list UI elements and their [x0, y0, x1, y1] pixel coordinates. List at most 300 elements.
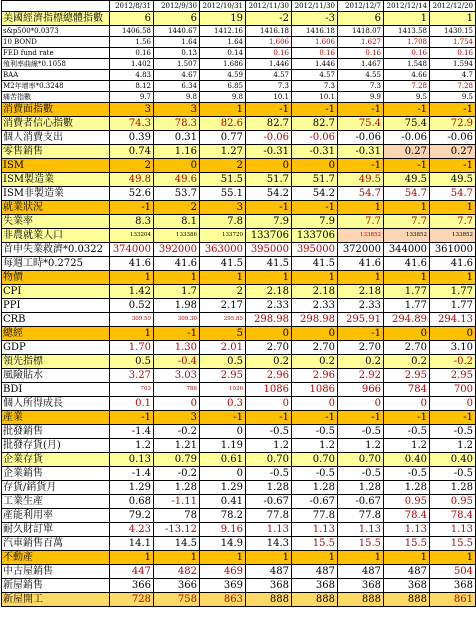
- value-cell[interactable]: 53.7: [154, 187, 200, 201]
- value-cell[interactable]: -1: [110, 411, 154, 425]
- indicator-label-cell[interactable]: 領先指標: [2, 355, 110, 369]
- value-cell[interactable]: 0: [338, 397, 384, 411]
- value-cell[interactable]: 369: [200, 579, 246, 593]
- value-cell[interactable]: 1.77: [384, 299, 430, 313]
- indicator-label-cell[interactable]: PPI: [2, 299, 110, 313]
- value-cell[interactable]: -1: [246, 201, 292, 215]
- value-cell[interactable]: 6.85: [200, 81, 246, 92]
- value-cell[interactable]: 1.402: [110, 59, 154, 70]
- value-cell[interactable]: 1: [110, 271, 154, 285]
- date-header-cell[interactable]: 2012/9/30: [154, 1, 200, 12]
- value-cell[interactable]: 1.606: [292, 37, 338, 48]
- value-cell[interactable]: 2: [200, 159, 246, 173]
- value-cell[interactable]: 0.79: [154, 453, 200, 467]
- value-cell[interactable]: 487: [246, 565, 292, 579]
- value-cell[interactable]: 4.7: [430, 70, 476, 81]
- value-cell[interactable]: -1: [200, 411, 246, 425]
- value-cell[interactable]: -1.4: [110, 425, 154, 439]
- indicator-label-cell[interactable]: 消費者信心指數: [2, 117, 110, 131]
- value-cell[interactable]: 6: [110, 12, 154, 26]
- value-cell[interactable]: 3.03: [154, 369, 200, 383]
- value-cell[interactable]: 1.754: [430, 37, 476, 48]
- value-cell[interactable]: 9.9: [338, 92, 384, 103]
- value-cell[interactable]: 0.16: [110, 48, 154, 59]
- value-cell[interactable]: -0.5: [246, 467, 292, 481]
- value-cell[interactable]: 1: [384, 551, 430, 565]
- value-cell[interactable]: 1.19: [200, 439, 246, 453]
- value-cell[interactable]: 0: [246, 397, 292, 411]
- value-cell[interactable]: 392000: [154, 243, 200, 257]
- value-cell[interactable]: 1: [246, 551, 292, 565]
- value-cell[interactable]: -1: [430, 159, 476, 173]
- value-cell[interactable]: 1.7: [154, 285, 200, 299]
- value-cell[interactable]: 1416.18: [246, 26, 292, 37]
- value-cell[interactable]: 504: [430, 565, 476, 579]
- value-cell[interactable]: 395000: [292, 243, 338, 257]
- value-cell[interactable]: 1: [110, 327, 154, 341]
- indicator-label-cell[interactable]: M2年增率*0.3248: [2, 81, 110, 92]
- value-cell[interactable]: 15.5: [292, 537, 338, 551]
- date-header-cell[interactable]: 2012/12/20: [430, 1, 476, 12]
- value-cell[interactable]: 8.3: [110, 215, 154, 229]
- indicator-label-cell[interactable]: 失業率: [2, 215, 110, 229]
- value-cell[interactable]: 0.16: [246, 48, 292, 59]
- value-cell[interactable]: 1.2: [384, 439, 430, 453]
- value-cell[interactable]: 361000: [430, 243, 476, 257]
- indicator-label-cell[interactable]: 新屋開工: [2, 593, 110, 607]
- value-cell[interactable]: 7.3: [246, 81, 292, 92]
- value-cell[interactable]: 366: [154, 579, 200, 593]
- value-cell[interactable]: 1.56: [110, 37, 154, 48]
- value-cell[interactable]: 368: [338, 579, 384, 593]
- value-cell[interactable]: -0.06: [338, 131, 384, 145]
- value-cell[interactable]: 0: [154, 159, 200, 173]
- value-cell[interactable]: 1418.07: [338, 26, 384, 37]
- value-cell[interactable]: 1: [384, 271, 430, 285]
- value-cell[interactable]: 469: [200, 565, 246, 579]
- value-cell[interactable]: 295.91: [338, 313, 384, 327]
- value-cell[interactable]: 0: [384, 327, 430, 341]
- value-cell[interactable]: 1.77: [430, 299, 476, 313]
- value-cell[interactable]: 1.467: [338, 59, 384, 70]
- value-cell[interactable]: 15.5: [430, 537, 476, 551]
- value-cell[interactable]: 2: [110, 159, 154, 173]
- value-cell[interactable]: 79.2: [110, 509, 154, 523]
- value-cell[interactable]: 0: [430, 327, 476, 341]
- indicator-label-cell[interactable]: 非農就業人口: [2, 229, 110, 243]
- value-cell[interactable]: 1.2: [292, 439, 338, 453]
- value-cell[interactable]: 298.98: [246, 313, 292, 327]
- value-cell[interactable]: 2.33: [338, 299, 384, 313]
- indicator-label-cell[interactable]: 批發銷售: [2, 425, 110, 439]
- value-cell[interactable]: 14.3: [246, 537, 292, 551]
- value-cell[interactable]: 8.12: [110, 81, 154, 92]
- value-cell[interactable]: -0.4: [154, 355, 200, 369]
- value-cell[interactable]: 4.66: [384, 70, 430, 81]
- value-cell[interactable]: 0.14: [200, 48, 246, 59]
- value-cell[interactable]: 5: [200, 327, 246, 341]
- value-cell[interactable]: 298.98: [292, 313, 338, 327]
- value-cell[interactable]: 7.7: [384, 215, 430, 229]
- value-cell[interactable]: -0.5: [338, 425, 384, 439]
- value-cell[interactable]: 41.6: [384, 257, 430, 271]
- value-cell[interactable]: -1: [384, 411, 430, 425]
- value-cell[interactable]: 78.2: [200, 509, 246, 523]
- value-cell[interactable]: 74.3: [110, 117, 154, 131]
- value-cell[interactable]: 0.27: [384, 145, 430, 159]
- value-cell[interactable]: -0.2: [154, 467, 200, 481]
- value-cell[interactable]: -0.31: [246, 145, 292, 159]
- value-cell[interactable]: -0.5: [384, 425, 430, 439]
- indicator-label-cell[interactable]: 企業存貨: [2, 453, 110, 467]
- value-cell[interactable]: 344000: [384, 243, 430, 257]
- value-cell[interactable]: 7.28: [384, 81, 430, 92]
- header-corner-cell[interactable]: [2, 1, 110, 12]
- date-header-cell[interactable]: 2012/8/31: [110, 1, 154, 12]
- value-cell[interactable]: 0.2: [384, 355, 430, 369]
- value-cell[interactable]: 700: [430, 383, 476, 397]
- value-cell[interactable]: 9.8: [200, 92, 246, 103]
- value-cell[interactable]: 2.95: [200, 369, 246, 383]
- value-cell[interactable]: 2.95: [430, 369, 476, 383]
- value-cell[interactable]: 14.5: [154, 537, 200, 551]
- value-cell[interactable]: 1.507: [154, 59, 200, 70]
- value-cell[interactable]: 3: [154, 103, 200, 117]
- value-cell[interactable]: 75.4: [338, 117, 384, 131]
- value-cell[interactable]: 78.4: [430, 509, 476, 523]
- indicator-label-cell[interactable]: 風險貼水: [2, 369, 110, 383]
- value-cell[interactable]: 2.70: [292, 341, 338, 355]
- value-cell[interactable]: -1: [338, 327, 384, 341]
- value-cell[interactable]: 41.6: [154, 257, 200, 271]
- value-cell[interactable]: -0.67: [246, 495, 292, 509]
- value-cell[interactable]: 54.2: [292, 187, 338, 201]
- value-cell[interactable]: -0.06: [246, 131, 292, 145]
- value-cell[interactable]: 0.61: [200, 453, 246, 467]
- value-cell[interactable]: 1430.15: [430, 26, 476, 37]
- value-cell[interactable]: 1.64: [200, 37, 246, 48]
- indicator-label-cell[interactable]: CPI: [2, 285, 110, 299]
- value-cell[interactable]: 0.68: [110, 495, 154, 509]
- value-cell[interactable]: 1416.18: [292, 26, 338, 37]
- value-cell[interactable]: 6.34: [154, 81, 200, 92]
- value-cell[interactable]: 758: [154, 593, 200, 607]
- value-cell[interactable]: 368: [384, 579, 430, 593]
- value-cell[interactable]: -1: [384, 159, 430, 173]
- value-cell[interactable]: 1.16: [154, 145, 200, 159]
- indicator-label-cell[interactable]: 10 BOND: [2, 37, 110, 48]
- value-cell[interactable]: 0.16: [338, 48, 384, 59]
- value-cell[interactable]: 1.2: [110, 439, 154, 453]
- value-cell[interactable]: 1.446: [246, 59, 292, 70]
- value-cell[interactable]: 9.8: [154, 92, 200, 103]
- value-cell[interactable]: 1.2: [430, 439, 476, 453]
- value-cell[interactable]: 2.96: [246, 369, 292, 383]
- value-cell[interactable]: 487: [292, 565, 338, 579]
- value-cell[interactable]: 888: [384, 593, 430, 607]
- value-cell[interactable]: 4.23: [110, 523, 154, 537]
- value-cell[interactable]: 1.28: [154, 481, 200, 495]
- value-cell[interactable]: 54.2: [246, 187, 292, 201]
- indicator-label-cell[interactable]: 痛苦指數: [2, 92, 110, 103]
- value-cell[interactable]: 0.70: [292, 453, 338, 467]
- value-cell[interactable]: 2.33: [292, 299, 338, 313]
- value-cell[interactable]: -13.12: [154, 523, 200, 537]
- value-cell[interactable]: 1.28: [338, 481, 384, 495]
- value-cell[interactable]: 0: [430, 397, 476, 411]
- value-cell[interactable]: 0.95: [384, 495, 430, 509]
- value-cell[interactable]: 0.39: [110, 131, 154, 145]
- value-cell[interactable]: 1: [430, 201, 476, 215]
- indicator-label-cell[interactable]: 不動產: [2, 551, 110, 565]
- value-cell[interactable]: 0.13: [110, 453, 154, 467]
- indicator-label-cell[interactable]: 每週工時*0.2725: [2, 257, 110, 271]
- value-cell[interactable]: 0: [292, 159, 338, 173]
- value-cell[interactable]: 9.7: [110, 92, 154, 103]
- value-cell[interactable]: 0.41: [200, 495, 246, 509]
- value-cell[interactable]: 1.27: [200, 145, 246, 159]
- date-header-cell[interactable]: 2012/10/31: [200, 1, 246, 12]
- value-cell[interactable]: 4.83: [110, 70, 154, 81]
- value-cell[interactable]: 3.27: [110, 369, 154, 383]
- value-cell[interactable]: -0.06: [292, 131, 338, 145]
- value-cell[interactable]: -0.06: [430, 131, 476, 145]
- value-cell[interactable]: 1.446: [292, 59, 338, 70]
- value-cell[interactable]: -1: [246, 411, 292, 425]
- value-cell[interactable]: 3.10: [430, 341, 476, 355]
- indicator-label-cell[interactable]: 殖利率曲線*0.1058: [2, 59, 110, 70]
- value-cell[interactable]: 0.2: [292, 355, 338, 369]
- indicator-label-cell[interactable]: 產業: [2, 411, 110, 425]
- value-cell[interactable]: 0.3: [200, 397, 246, 411]
- value-cell[interactable]: 1: [110, 551, 154, 565]
- indicator-label-cell[interactable]: ISM: [2, 159, 110, 173]
- value-cell[interactable]: 2.33: [246, 299, 292, 313]
- value-cell[interactable]: 7.3: [292, 81, 338, 92]
- value-cell[interactable]: 82.7: [292, 117, 338, 131]
- value-cell[interactable]: -1: [154, 327, 200, 341]
- value-cell[interactable]: 133706: [246, 229, 292, 243]
- value-cell[interactable]: 51.7: [292, 173, 338, 187]
- value-cell[interactable]: 294.89: [384, 313, 430, 327]
- value-cell[interactable]: 1: [430, 551, 476, 565]
- value-cell[interactable]: 0.70: [246, 453, 292, 467]
- value-cell[interactable]: 2.96: [292, 369, 338, 383]
- indicator-label-cell[interactable]: 新屋銷售: [2, 579, 110, 593]
- value-cell[interactable]: 1.77: [430, 285, 476, 299]
- value-cell[interactable]: 7.9: [246, 215, 292, 229]
- value-cell[interactable]: 4.55: [338, 70, 384, 81]
- value-cell[interactable]: 1: [200, 551, 246, 565]
- value-cell[interactable]: 0.40: [430, 453, 476, 467]
- value-cell[interactable]: 1.13: [338, 523, 384, 537]
- value-cell[interactable]: 309.30: [154, 313, 200, 327]
- value-cell[interactable]: 2.70: [246, 341, 292, 355]
- value-cell[interactable]: -1: [338, 411, 384, 425]
- value-cell[interactable]: 3: [200, 201, 246, 215]
- value-cell[interactable]: 2.18: [246, 285, 292, 299]
- value-cell[interactable]: -0.2: [154, 425, 200, 439]
- value-cell[interactable]: 15.5: [384, 537, 430, 551]
- value-cell[interactable]: 49.5: [338, 173, 384, 187]
- indicator-label-cell[interactable]: BAA: [2, 70, 110, 81]
- value-cell[interactable]: 1406.58: [110, 26, 154, 37]
- value-cell[interactable]: 1.594: [430, 59, 476, 70]
- value-cell[interactable]: -0.67: [292, 495, 338, 509]
- indicator-label-cell[interactable]: ISM非製造業: [2, 187, 110, 201]
- value-cell[interactable]: 2.01: [200, 341, 246, 355]
- value-cell[interactable]: 1.28: [246, 481, 292, 495]
- value-cell[interactable]: 41.6: [430, 257, 476, 271]
- value-cell[interactable]: 1026: [200, 383, 246, 397]
- indicator-label-cell[interactable]: ISM製造業: [2, 173, 110, 187]
- value-cell[interactable]: 133852: [338, 229, 384, 243]
- value-cell[interactable]: 1.28: [384, 481, 430, 495]
- value-cell[interactable]: 0.13: [154, 48, 200, 59]
- value-cell[interactable]: 4.57: [292, 70, 338, 81]
- value-cell[interactable]: 7.9: [292, 215, 338, 229]
- value-cell[interactable]: -1.4: [110, 467, 154, 481]
- value-cell[interactable]: 2.95: [384, 369, 430, 383]
- value-cell[interactable]: 703: [110, 383, 154, 397]
- value-cell[interactable]: 1: [154, 551, 200, 565]
- value-cell[interactable]: 1: [430, 12, 476, 26]
- indicator-label-cell[interactable]: BDI: [2, 383, 110, 397]
- indicator-label-cell[interactable]: 美國經濟指標總體指數: [2, 12, 110, 26]
- value-cell[interactable]: 1.2: [338, 439, 384, 453]
- indicator-label-cell[interactable]: 首申失業救濟*0.0322: [2, 243, 110, 257]
- value-cell[interactable]: 49.5: [384, 173, 430, 187]
- value-cell[interactable]: 1.606: [246, 37, 292, 48]
- value-cell[interactable]: 41.6: [338, 257, 384, 271]
- value-cell[interactable]: 2.70: [338, 341, 384, 355]
- value-cell[interactable]: 133852: [384, 229, 430, 243]
- value-cell[interactable]: 77.8: [246, 509, 292, 523]
- value-cell[interactable]: 77.8: [292, 509, 338, 523]
- value-cell[interactable]: 1.627: [338, 37, 384, 48]
- value-cell[interactable]: -1: [246, 103, 292, 117]
- value-cell[interactable]: 1: [200, 271, 246, 285]
- date-header-cell[interactable]: 2012/11/30: [246, 1, 292, 12]
- value-cell[interactable]: 368: [292, 579, 338, 593]
- value-cell[interactable]: -0.5: [430, 467, 476, 481]
- value-cell[interactable]: -0.5: [246, 425, 292, 439]
- value-cell[interactable]: 0: [292, 397, 338, 411]
- value-cell[interactable]: 9.5: [384, 92, 430, 103]
- indicator-label-cell[interactable]: 批發存貨(月): [2, 439, 110, 453]
- date-header-cell[interactable]: 2012/12/7: [338, 1, 384, 12]
- value-cell[interactable]: -1.11: [154, 495, 200, 509]
- value-cell[interactable]: 1.29: [110, 481, 154, 495]
- value-cell[interactable]: 0.40: [384, 453, 430, 467]
- value-cell[interactable]: 133386: [154, 229, 200, 243]
- value-cell[interactable]: 75.4: [384, 117, 430, 131]
- value-cell[interactable]: 133720: [200, 229, 246, 243]
- value-cell[interactable]: 9.16: [200, 523, 246, 537]
- value-cell[interactable]: 9.5: [430, 92, 476, 103]
- value-cell[interactable]: 0.16: [430, 48, 476, 59]
- value-cell[interactable]: 55.1: [200, 187, 246, 201]
- value-cell[interactable]: 7.28: [430, 81, 476, 92]
- value-cell[interactable]: 1412.16: [200, 26, 246, 37]
- value-cell[interactable]: 1.13: [292, 523, 338, 537]
- value-cell[interactable]: 0: [154, 397, 200, 411]
- value-cell[interactable]: 1: [338, 201, 384, 215]
- indicator-label-cell[interactable]: 存貨/銷貨月: [2, 481, 110, 495]
- value-cell[interactable]: -1: [430, 103, 476, 117]
- value-cell[interactable]: 1.548: [384, 59, 430, 70]
- value-cell[interactable]: 1: [384, 12, 430, 26]
- value-cell[interactable]: 0.5: [110, 355, 154, 369]
- value-cell[interactable]: 786: [154, 383, 200, 397]
- value-cell[interactable]: 295.85: [200, 313, 246, 327]
- value-cell[interactable]: 0.77: [200, 131, 246, 145]
- value-cell[interactable]: 78: [154, 509, 200, 523]
- value-cell[interactable]: 1.29: [200, 481, 246, 495]
- value-cell[interactable]: 863: [200, 593, 246, 607]
- value-cell[interactable]: 0.70: [338, 453, 384, 467]
- value-cell[interactable]: 0.74: [110, 145, 154, 159]
- value-cell[interactable]: 0.2: [338, 355, 384, 369]
- value-cell[interactable]: 14.1: [110, 537, 154, 551]
- value-cell[interactable]: 4.57: [246, 70, 292, 81]
- value-cell[interactable]: 41.6: [110, 257, 154, 271]
- value-cell[interactable]: 1086: [292, 383, 338, 397]
- value-cell[interactable]: 0: [246, 159, 292, 173]
- value-cell[interactable]: 374000: [110, 243, 154, 257]
- value-cell[interactable]: 861: [430, 593, 476, 607]
- value-cell[interactable]: 487: [338, 565, 384, 579]
- value-cell[interactable]: 4.59: [200, 70, 246, 81]
- indicator-label-cell[interactable]: 總經: [2, 327, 110, 341]
- value-cell[interactable]: 0: [384, 397, 430, 411]
- value-cell[interactable]: 82.7: [246, 117, 292, 131]
- value-cell[interactable]: 1.28: [430, 481, 476, 495]
- value-cell[interactable]: 4.67: [154, 70, 200, 81]
- value-cell[interactable]: 1: [292, 271, 338, 285]
- value-cell[interactable]: 54.7: [338, 187, 384, 201]
- value-cell[interactable]: -0.5: [292, 467, 338, 481]
- value-cell[interactable]: 3: [154, 411, 200, 425]
- value-cell[interactable]: 72.9: [430, 117, 476, 131]
- value-cell[interactable]: 0.1: [110, 397, 154, 411]
- indicator-label-cell[interactable]: 物價: [2, 271, 110, 285]
- indicator-label-cell[interactable]: 耐久財訂單: [2, 523, 110, 537]
- value-cell[interactable]: 49.8: [110, 173, 154, 187]
- indicator-label-cell[interactable]: 企業銷售: [2, 467, 110, 481]
- value-cell[interactable]: 14.9: [200, 537, 246, 551]
- value-cell[interactable]: -0.2: [430, 355, 476, 369]
- value-cell[interactable]: 2.17: [200, 299, 246, 313]
- value-cell[interactable]: 2: [154, 201, 200, 215]
- value-cell[interactable]: -1: [292, 411, 338, 425]
- value-cell[interactable]: 52.6: [110, 187, 154, 201]
- date-header-cell[interactable]: 2012/12/14: [384, 1, 430, 12]
- value-cell[interactable]: 51.7: [246, 173, 292, 187]
- value-cell[interactable]: 1.13: [384, 523, 430, 537]
- indicator-label-cell[interactable]: 個人所得成長: [2, 397, 110, 411]
- value-cell[interactable]: 0: [200, 425, 246, 439]
- value-cell[interactable]: -0.31: [338, 145, 384, 159]
- value-cell[interactable]: 1: [154, 271, 200, 285]
- value-cell[interactable]: 7.8: [200, 215, 246, 229]
- value-cell[interactable]: 368: [430, 579, 476, 593]
- value-cell[interactable]: 8.1: [154, 215, 200, 229]
- value-cell[interactable]: 133852: [430, 229, 476, 243]
- indicator-label-cell[interactable]: CRB: [2, 313, 110, 327]
- value-cell[interactable]: -1: [430, 411, 476, 425]
- value-cell[interactable]: 487: [384, 565, 430, 579]
